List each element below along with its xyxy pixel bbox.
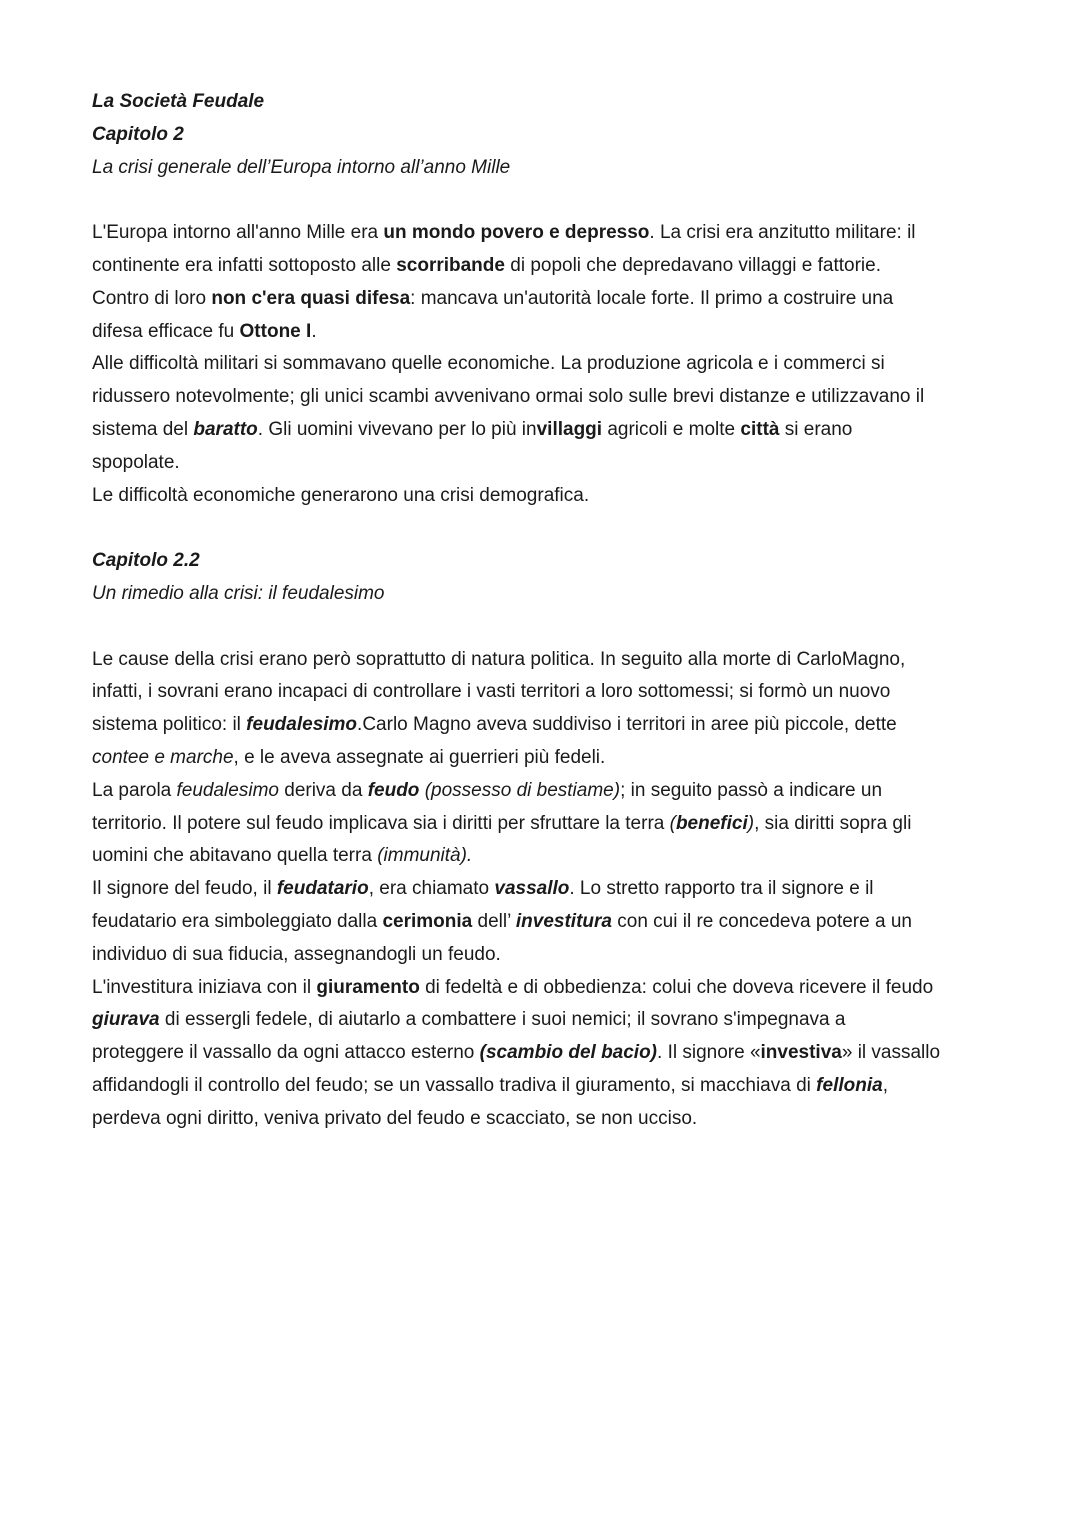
text-run: con cui il re concedeva potere a un xyxy=(611,910,912,932)
text-line xyxy=(92,250,992,283)
text-line xyxy=(92,348,992,381)
paragraph xyxy=(92,217,992,348)
text-run: feudo xyxy=(367,779,420,801)
text-run: L'Europa intorno all'anno Mille era xyxy=(92,222,384,244)
text-run: agricoli e molte xyxy=(602,418,741,440)
text-run: (possesso di bestiame) xyxy=(424,779,621,801)
text-run: città xyxy=(740,418,780,440)
paragraph xyxy=(92,644,992,775)
text-run: , e le aveva assegnate ai guerrieri più fedeli. xyxy=(233,746,606,768)
text-run: scorribande xyxy=(396,254,505,276)
spacer xyxy=(92,611,992,644)
text-line xyxy=(92,709,992,742)
text-run: di fedeltà e di obbedienza: colui che doveva ricevere il feudo xyxy=(419,976,934,998)
text-run: spopolate. xyxy=(92,451,180,473)
text-run: Contro di loro xyxy=(92,287,212,309)
text-run: Alle difficoltà militari si sommavano quelle economiche. La produzione agricola e i commerci si xyxy=(92,353,885,375)
text-line xyxy=(92,316,992,349)
text-run: giuramento xyxy=(316,976,420,998)
spacer xyxy=(92,184,992,217)
text-run: ; in seguito passò a indicare un xyxy=(620,779,883,801)
text-run: . La crisi era anzitutto militare: il xyxy=(649,222,916,244)
text-run: sistema politico: il xyxy=(92,714,247,736)
text-run: baratto xyxy=(193,418,258,440)
chapter-heading: Capitolo 2 xyxy=(92,123,184,145)
text-run: . xyxy=(311,320,317,342)
text-run: . Lo stretto rapporto tra il signore e il xyxy=(569,878,874,900)
text-run: un mondo povero e depresso xyxy=(383,222,650,244)
text-run: L'investitura iniziava con il xyxy=(92,976,317,998)
text-line xyxy=(92,217,992,250)
text-run: : mancava un'autorità locale forte. Il primo a costruire una xyxy=(410,287,894,309)
text-run: benefici xyxy=(675,812,748,834)
paragraph xyxy=(92,972,992,1136)
text-run: Le cause della crisi erano però soprattutto di natura politica. In seguito alla morte di CarloMagno, xyxy=(92,648,906,670)
text-run: cerimonia xyxy=(382,910,473,932)
text-line xyxy=(92,644,992,677)
paragraph xyxy=(92,480,992,513)
text-line xyxy=(92,808,992,841)
text-line xyxy=(92,972,992,1005)
text-line xyxy=(92,1103,992,1136)
text-run: dell’ xyxy=(472,910,516,932)
text-run: villaggi xyxy=(536,418,603,440)
text-run: territorio. Il potere sul feudo implicava sia i diritti per sfruttare la terra xyxy=(92,812,670,834)
text-run: feudatario era simboleggiato dalla xyxy=(92,910,383,932)
text-line xyxy=(92,381,992,414)
text-run: ) xyxy=(747,812,755,834)
text-run: investitura xyxy=(515,910,612,932)
text-line xyxy=(92,742,992,775)
text-run: fellonia xyxy=(816,1074,883,1096)
chapter-subtitle: La crisi generale dell’Europa intorno all’anno Mille xyxy=(92,156,511,178)
text-line xyxy=(92,447,992,480)
section-2-body xyxy=(92,644,992,1136)
text-run: Ottone I xyxy=(239,320,312,342)
text-line xyxy=(92,775,992,808)
spacer xyxy=(92,512,992,545)
text-run: feudalesimo xyxy=(246,714,358,736)
chapter-2-2-heading: Capitolo 2.2 xyxy=(92,550,200,572)
text-run: , xyxy=(882,1074,888,1096)
text-run: . Gli uomini vivevano per lo più in xyxy=(257,418,537,440)
text-run: sistema del xyxy=(92,418,194,440)
text-line xyxy=(92,480,992,513)
text-run: affidandogli il controllo del feudo; se un vassallo tradiva il giuramento, si macchiava di xyxy=(92,1074,817,1096)
text-run: vassallo xyxy=(494,878,570,900)
text-run: perdeva ogni diritto, veniva privato del feudo e scacciato, se non ucciso. xyxy=(92,1107,698,1129)
text-run: , sia diritti sopra gli xyxy=(754,812,912,834)
text-run: La parola xyxy=(92,779,177,801)
text-line xyxy=(92,283,992,316)
text-run: difesa efficace fu xyxy=(92,320,240,342)
text-run: proteggere il vassallo da ogni attacco esterno xyxy=(92,1042,480,1064)
text-run: deriva da xyxy=(278,779,368,801)
text-run: feudalesimo xyxy=(176,779,279,801)
document-title: La Società Feudale xyxy=(92,91,265,112)
chapter-2-2-subtitle: Un rimedio alla crisi: il feudalesimo xyxy=(92,582,385,604)
text-line xyxy=(92,873,992,906)
text-run: (scambio del bacio) xyxy=(479,1042,658,1064)
text-line xyxy=(92,414,992,447)
paragraph xyxy=(92,348,992,479)
text-line xyxy=(92,1070,992,1103)
text-run: Le difficoltà economiche generarono una crisi demografica. xyxy=(92,484,590,506)
text-run: si erano xyxy=(779,418,853,440)
text-run: non c'era quasi difesa xyxy=(211,287,411,309)
document-page xyxy=(92,86,992,1136)
text-line xyxy=(92,1004,992,1037)
text-run: uomini che abitavano quella terra xyxy=(92,845,378,867)
text-run: ( xyxy=(669,812,676,834)
text-run: , era chiamato xyxy=(368,878,495,900)
text-run: di essergli fedele, di aiutarlo a combattere i suoi nemici; il sovrano s'impegnava a xyxy=(159,1009,846,1031)
text-run: . Il signore « xyxy=(657,1042,761,1064)
text-run: infatti, i sovrani erano incapaci di controllare i vasti territori a loro sottomessi; si formò un nuovo xyxy=(92,681,891,703)
section-1-body xyxy=(92,217,992,512)
text-run: giurava xyxy=(92,1009,160,1031)
text-run: investiva xyxy=(760,1042,842,1064)
text-run: feudatario xyxy=(276,878,369,900)
text-run: ridussero notevolmente; gli unici scambi avvenivano ormai solo sulle brevi distanze e utilizzavano il xyxy=(92,386,925,408)
text-run: continente era infatti sottoposto alle xyxy=(92,254,397,276)
text-run: di popoli che depredavano villaggi e fattorie. xyxy=(504,254,881,276)
paragraph xyxy=(92,873,992,971)
text-run: contee e marche xyxy=(92,746,234,768)
text-run: .Carlo Magno aveva suddiviso i territori in aree più piccole, dette xyxy=(357,714,897,736)
text-run: individuo di sua fiducia, assegnandogli un feudo. xyxy=(92,943,501,965)
paragraph xyxy=(92,775,992,873)
text-line xyxy=(92,1037,992,1070)
text-line xyxy=(92,939,992,972)
text-line xyxy=(92,840,992,873)
text-line xyxy=(92,676,992,709)
text-run: » il vassallo xyxy=(841,1042,941,1064)
text-line xyxy=(92,906,992,939)
text-run: Il signore del feudo, il xyxy=(92,878,277,900)
text-run: (immunità). xyxy=(377,845,473,867)
